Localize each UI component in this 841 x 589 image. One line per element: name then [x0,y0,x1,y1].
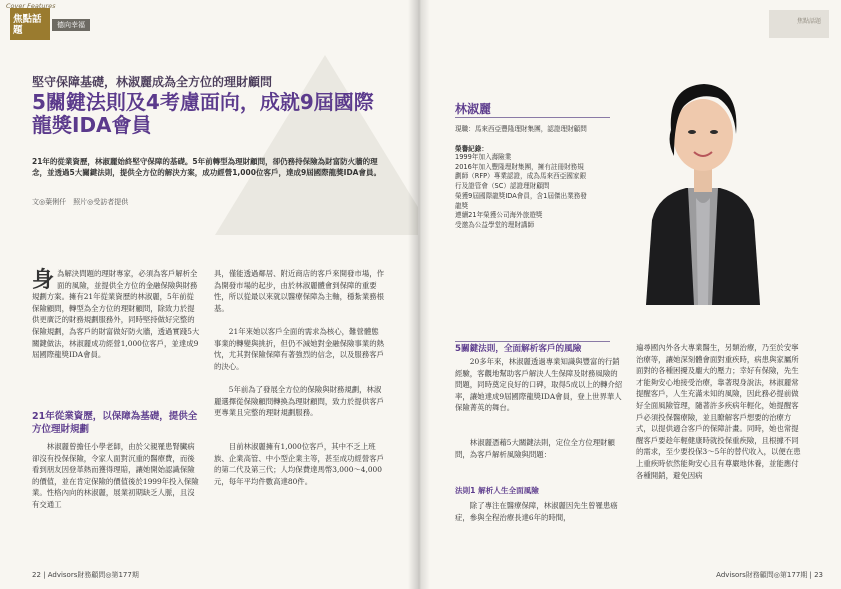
honor-item: 2016年加入豐隆理財集團，擁有註冊財務規劃師（RFP）專業認證，成為馬來西亞國家銀行及證管會（SC）認證理財顧問 [455,162,587,191]
section-title: 焦點話題 [13,14,42,36]
profile-current-position: 現職：馬來西亞豐隆理財集團，認證理財顧問 [455,125,587,133]
spine-shadow [408,0,430,589]
left-col1-p2: 林淑麗曾擔任小學老師，由於父親罹患腎臟病卻沒有投保保險，令家人面對沉重的醫療費，而後看到朋友因登革熱而獲得理賠，讓她開始認識保險的價值，並在肯定保險的價值後於1999年投入保險業。性格內向的林淑麗，展業初期缺乏人脈，且沒有交通工 [32,442,199,509]
left-col2-p3: 5年前為了發展全方位的保險與財務規劃，林淑麗選擇從保險顧問轉換為理財顧問，致力於提供客戶更專業且完整的理財規劃服務。 [214,385,384,418]
honor-item: 榮獲9屆國際龍獎IDA會員，含1屆傑出業務發龍獎 [455,191,587,210]
section-sub-tag: 德向幸福 [52,19,90,31]
left-col2-p4: 目前林淑麗擁有1,000位客戶，其中不乏上班族、企業高管、中小型企業主等，甚至成功經營客戶的第二代及第三代；人均保費達馬幣3,000～4,000元，每年平均件數高達80件。 [214,442,384,486]
law-section-heading: 5關鍵法則，全面解析客戶的風險 [455,344,582,354]
portrait-photo [638,30,768,305]
right-col1-p2: 林淑麗憑藉5大關鍵法則，定位全方位理財顧問，為客戶解析風險與問題： [455,438,615,459]
honor-item: 連續21年榮獲公司海外旅遊獎 [455,211,543,220]
cover-features-label: Cover Features [6,2,56,10]
right-page [418,0,841,589]
left-col1-p1-text: 為解決問題的理財專家，必須為客戶解析全面的風險，並提供全方位的金融保險與財務規劃方案。擁有21年從業資歷的林淑麗，5年前從保險顧問，轉型為全方位的理財顧問，除致力於提供更廣泛的財務規劃服務外，同時堅持做好完整的保險規劃，為客戶的財富做好防火牆，透過實踐5大關鍵做法，林淑麗成功經營1,000位客戶，並達成9屆國際龍獎IDA會員。 [32,269,200,360]
article-kicker: 堅守保障基礎，林淑麗成為全方位的理財顧問 [32,75,273,89]
profile-name-rule [455,117,610,118]
profile-name: 林淑麗 [455,102,492,116]
right-col1-p3: 除了專注在醫療保障，林淑麗因先生曾罹患癌症，參與全程治療長達6年的時間， [455,501,618,522]
honors-title: 榮譽紀錄： [455,145,488,153]
left-page [0,0,418,589]
right-header-tag: 焦點話題 [796,18,821,25]
article-lead: 21年的從業資歷，林淑麗始終堅守保障的基礎。5年前轉型為理財顧問，卻仍務持保險為財富防火牆的理念，並透過5大關鍵法則，提供全方位的解決方案，成功經營1,000位客戶，達成9屆國際龍獎IDA會員。 [32,157,381,177]
left-col2-p2: 21年來她以客戶全面的需求為核心，難營體態事業的轉變與挑折，但仍不減她對金融保險事業的熱忱，尤其對保險保障有著強烈的信念，以及服務客戶的決心。 [214,327,384,371]
right-col2-p1: 遍尋國內外各大專業醫生，另類治療，乃至於安寧治療等，讓她深刻體會面對重疾時，病患與家屬所面對的各種困擾及龐大的壓力；幸好有保險，先生才能夠安心地接受治療，靠著現身說法，林淑麗常提醒客戶，人生充滿未知的風險，因此務必提前做好全面風險管理，隨著許多疾病年輕化，她提醒客戶必須投保醫療險，並且瞭解客戶想要的治療方式，以提供適合客戶的保障計畫。同時，她也常提醒客戶要趁年輕健康時就投保重疾險，且根據不同的需求，至少要投保3～5年的替代收入，以便在患上重疾時依然能夠安心且有尊嚴地休養，並能應付各種開銷，避免因病 [636,343,801,480]
page-number-right: Advisors財務顧問◎第177期 | 23 [716,571,823,579]
law-1-heading: 法則1 解析人生全面風險 [455,486,539,495]
article-headline: 5關鍵法則及4考慮面向，成就9屆國際龍獎IDA會員 [32,90,374,137]
honor-item: 1999年加入壽險業 [455,153,512,161]
left-col2-p1: 具，僅能透過鄰居、附近商店的客戶來開發市場，作為開發市場的起步，由於林淑麗體會到保障的重要性，所以從最以來就以醫療保障為主軸，穩紮業務根基。 [214,269,384,313]
honors-list [455,153,590,231]
right-col1-p1: 20多年來，林淑麗透過專業知識與豐富的行銷經驗，客觀地幫助客戶解決人生保障及財務風險的問題，同時奠定良好的口碑，取得5成以上的轉介紹率，讓她達成9屆國際龍獎IDA會員，登上世界華人保險菁英的舞台。 [455,357,623,413]
article-credit: 文◎葉俐仟 照片◎受訪者提供 [32,198,129,206]
left-col1-p1 [32,268,200,361]
drop-cap: 身 [32,267,55,293]
honor-item: 受邀為公益學堂的理財講師 [455,220,535,229]
page-number-left: 22 | Advisors財務顧問◎第177期 [32,571,139,579]
left-col1-heading: 21年從業資歷，以保障為基礎，提供全方位理財規劃 [32,411,198,435]
